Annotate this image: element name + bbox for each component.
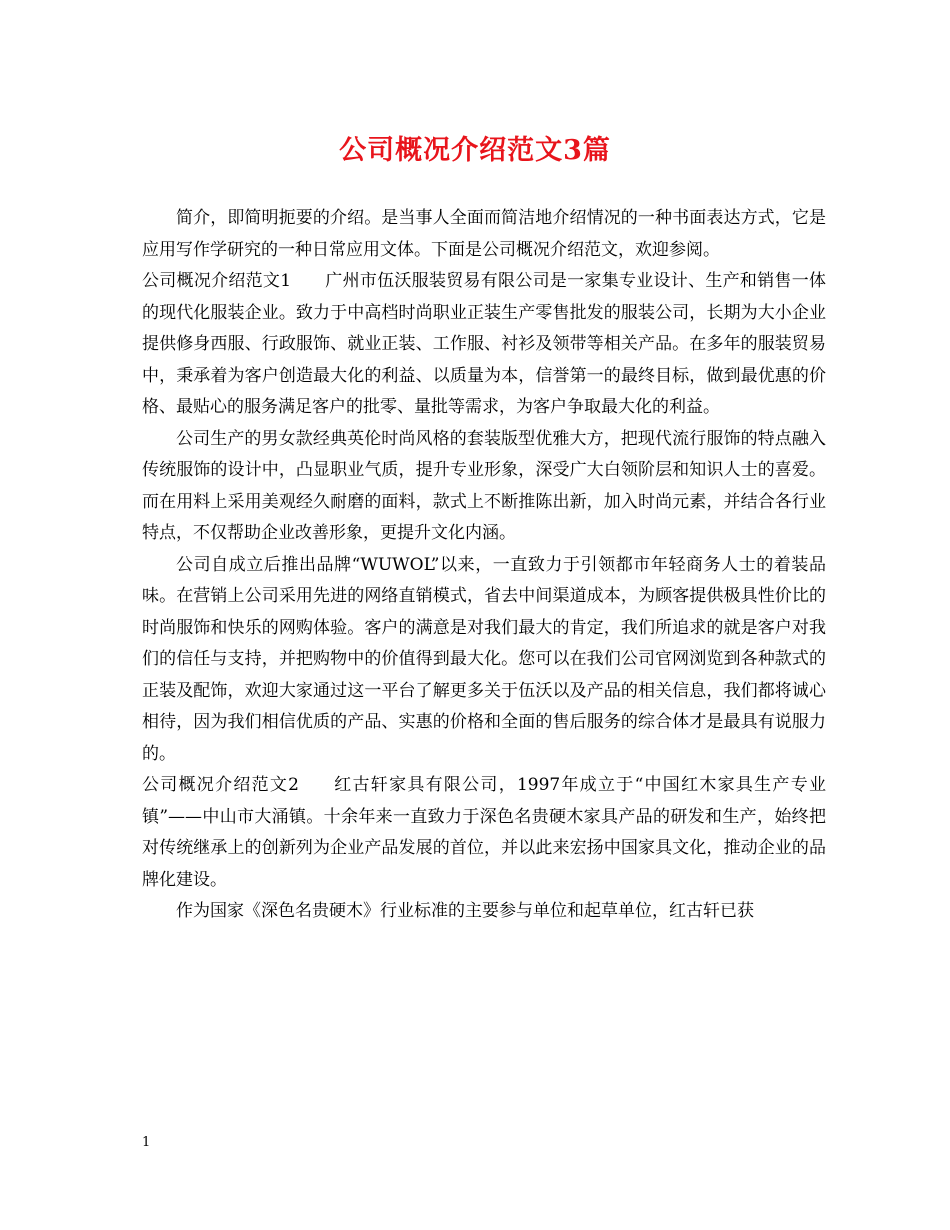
document-title: 公司概况介绍范文3篇 <box>339 135 611 166</box>
section-2-text: 红古轩家具有限公司，1997年成立于“中国红木家具生产专业镇”——中山市大涌镇。十余年来一直致力于深色名贵硬木家具产品的研发和生产，始终把对传统继承上的创新列为企业产品发展的首位，并以此来宏扬中国家具文化，推动企业的品牌化建设。 <box>142 775 826 890</box>
section-1-heading: 公司概况介绍范文1 <box>142 271 292 291</box>
section-2-heading: 公司概况介绍范文2 <box>142 775 299 795</box>
body-paragraph: 公司自成立后推出品牌“WUWOL”以来，一直致力于引领都市年轻商务人士的着装品味。在营销上公司采用先进的网络直销模式，省去中间渠道成本，为顾客提供极具性价比的时尚服饰和快乐的网购体验。客户的满意是对我们最大的肯定，我们所追求的就是客户对我们的信任与支持，并把购物中的价值得到最大化。您可以在我们公司官网浏览到各种款式的正装及配饰，欢迎大家通过这一平台了解更多关于伍沃以及产品的相关信息，我们都将诚心相待，因为我们相信优质的产品、实惠的价格和全面的售后服务的综合体才是最具有说服力的。 <box>142 554 826 764</box>
body-paragraph: 公司生产的男女款经典英伦时尚风格的套装版型优雅大方，把现代流行服饰的特点融入传统服饰的设计中，凸显职业气质，提升专业形象，深受广大白领阶层和知识人士的喜爱。而在用料上采用美观经久耐磨的面料，款式上不断推陈出新，加入时尚元素，并结合各行业特点，不仅帮助企业改善形象，更提升文化内涵。 <box>142 428 826 543</box>
section-2-paragraph <box>142 770 826 896</box>
intro-paragraph: 简介，即简明扼要的介绍。是当事人全面而简洁地介绍情况的一种书面表达方式，它是应用写作学研究的一种日常应用文体。下面是公司概况介绍范文，欢迎参阅。 <box>142 208 826 260</box>
document-body <box>142 203 826 928</box>
section-1-paragraph <box>142 266 826 424</box>
body-paragraph: 作为国家《深色名贵硬木》行业标准的主要参与单位和起草单位，红古轩已获 <box>176 901 754 921</box>
page-number: 1 <box>142 1135 151 1150</box>
section-1-text: 广州市伍沃服装贸易有限公司是一家集专业设计、生产和销售一体的现代化服装企业。致力于中高档时尚职业正装生产零售批发的服装公司，长期为大小企业提供修身西服、行政服饰、就业正装、工作服、衬衫及领带等相关产品。在多年的服装贸易中，秉承着为客户创造最大化的利益、以质量为本，信誉第一的最终目标，做到最优惠的价格、最贴心的服务满足客户的批零、量批等需求，为客户争取最大化的利益。 <box>142 271 826 417</box>
